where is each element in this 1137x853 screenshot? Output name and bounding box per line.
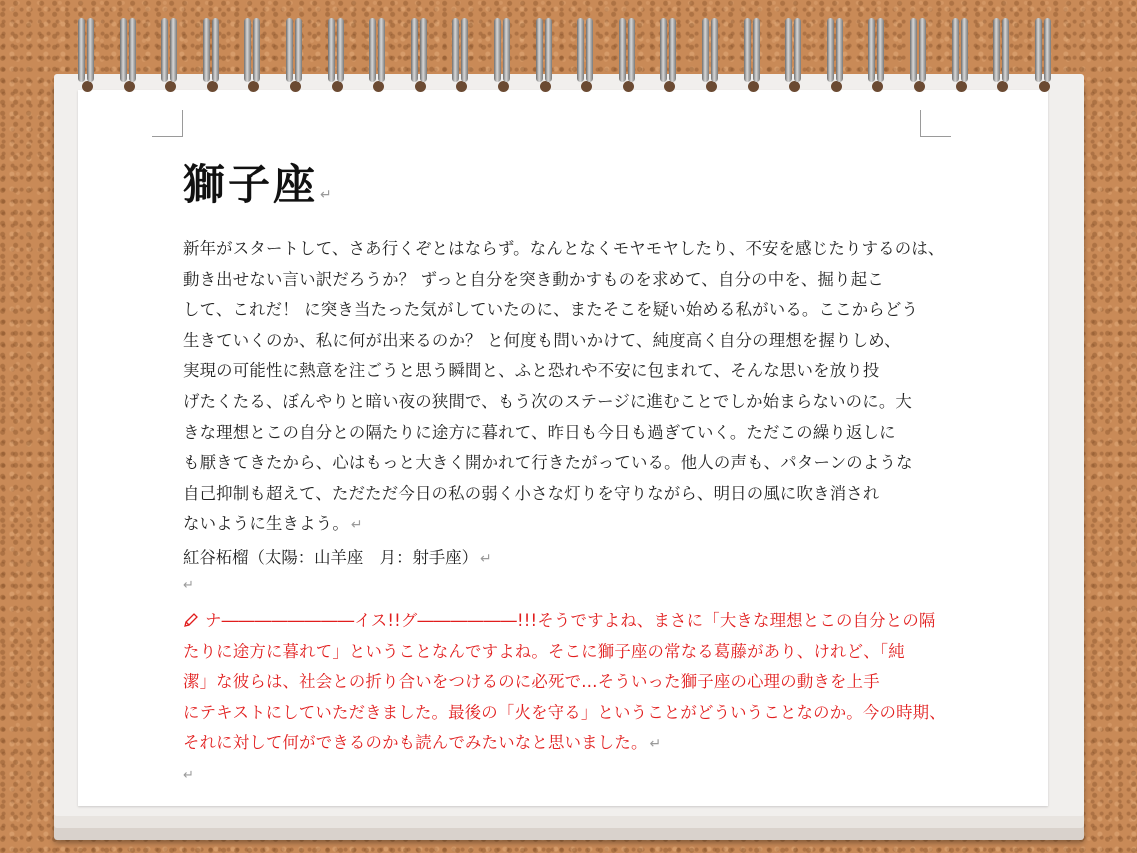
paragraph-mark: ↵: [649, 736, 662, 753]
binding-ring: [783, 18, 805, 92]
binding-ring: [950, 18, 972, 92]
comment-line: たりに途方に暮れて」ということなんですよね。そこに獅子座の常なる葛藤があり、けれど、「純: [183, 641, 905, 661]
author-line: 紅谷柘榴（太陽：山羊座 月：射手座） ↵: [183, 548, 492, 567]
binding-ring: [575, 18, 597, 92]
binding-ring: [617, 18, 639, 92]
binding-ring: [326, 18, 348, 92]
body-line: も厭きてきたから、心はもっと大きく開かれて行きたがっている。他人の声も、パターンのような: [183, 453, 913, 473]
comment-text: [183, 606, 946, 760]
body-line: 新年がスタートして、さあ行くぞとはならず。なんとなくモヤモヤしたり、不安を感じたりするのは、: [183, 239, 945, 258]
binding-ring: [284, 18, 306, 92]
binding-ring: [825, 18, 847, 92]
binding-ring: [991, 18, 1013, 92]
binding-ring: [908, 18, 930, 92]
paragraph-mark: ↵: [480, 551, 492, 567]
binding-ring: [76, 18, 98, 92]
spiral-binding: [76, 18, 1066, 98]
margin-corner-mark-left: [152, 110, 183, 137]
binding-ring: [159, 18, 181, 92]
binding-ring: [242, 18, 264, 92]
body-line: 動き出せない言い訳だろうか？ ずっと自分を突き動かすものを求めて、自分の中を、掘り起こ: [183, 269, 884, 289]
binding-ring: [367, 18, 389, 92]
comment-line: ナ――――――――イス!!グ――――――!!!そうですよね、まさに「大きな理想とこの自分との隔: [183, 606, 935, 637]
binding-ring: [118, 18, 140, 92]
paragraph-mark: ↵: [183, 768, 194, 783]
binding-ring: [201, 18, 223, 92]
binding-ring: [409, 18, 431, 92]
comment-line: にテキストにしていただきました。最後の「火を守る」ということがどういうことなのか。今の時期、: [183, 702, 946, 722]
comment-line: それに対して何ができるのかも読んでみたいなと思いました。 ↵: [183, 733, 662, 753]
paragraph-mark: ↵: [183, 578, 194, 593]
paragraph-mark: ↵: [350, 517, 363, 534]
body-line: 生きていくのか、私に何が出来るのか？ と何度も問いかけて、純度高く自分の理想を握りしめ、: [183, 330, 901, 350]
margin-corner-mark-right: [920, 110, 951, 137]
document-title: 獅子座 ↵: [183, 160, 335, 209]
paragraph-mark: ↵: [320, 187, 335, 203]
body-text: [183, 234, 945, 541]
binding-ring: [450, 18, 472, 92]
comment-line: 潔」な彼らは、社会との折り合いをつけるのに必死で…そういった獅子座の心理の動きを上手: [183, 672, 880, 692]
body-line: 自己抑制も超えて、ただただ今日の私の弱く小さな灯りを守りながら、明日の風に吹き消され: [183, 483, 880, 503]
body-line: して、これだ！ に突き当たった気がしていたのに、またそこを疑い始める私がいる。ここからどう: [183, 300, 919, 320]
body-line: げたくたる、ぼんやりと暗い夜の狭間で、もう次のステージに進むことでしか始まらないのに。大: [183, 391, 913, 411]
body-line: ないように生きよう。 ↵: [183, 514, 363, 534]
binding-ring: [534, 18, 556, 92]
body-line: 実現の可能性に熱意を注ごうと思う瞬間と、ふと恐れや不安に包まれて、そんな思いを放り投: [183, 361, 880, 381]
binding-ring: [700, 18, 722, 92]
body-line: きな理想とこの自分との隔たりに途方に暮れて、昨日も今日も過ぎていく。ただこの繰り返しに: [183, 422, 896, 442]
binding-ring: [1033, 18, 1055, 92]
pencil-icon: [183, 612, 199, 628]
binding-ring: [866, 18, 888, 92]
binding-ring: [492, 18, 514, 92]
binding-ring: [742, 18, 764, 92]
binding-ring: [658, 18, 680, 92]
